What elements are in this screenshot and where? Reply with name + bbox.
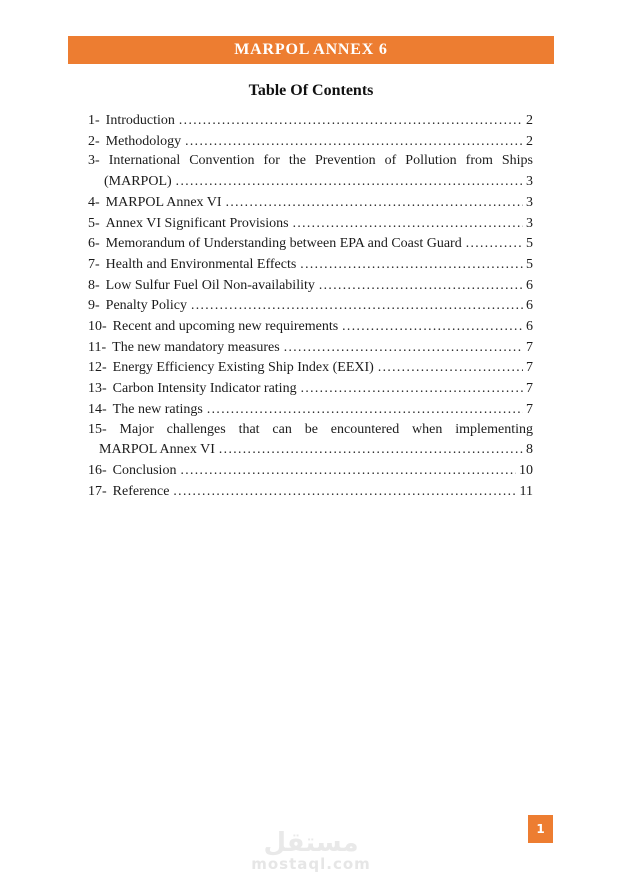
- toc-entry-page: 7: [526, 381, 533, 397]
- toc-entry: [88, 399, 533, 420]
- toc-entry-number: 14-: [88, 401, 107, 417]
- toc-entry: [88, 337, 533, 358]
- toc-entry-page: 10: [519, 462, 533, 478]
- toc-entry-label: Recent and upcoming new requirements: [112, 319, 339, 335]
- dot-leader: [176, 171, 523, 192]
- toc-entry-label: Annex VI Significant Provisions: [105, 215, 289, 231]
- toc-entry-label: Methodology: [105, 133, 182, 149]
- toc-entry-number: 6-: [88, 236, 100, 252]
- toc-entry-page: 7: [526, 401, 533, 417]
- toc-entry: [88, 481, 533, 502]
- dot-leader: [301, 378, 523, 399]
- toc-entry: [88, 151, 533, 191]
- toc-entry-number: 5-: [88, 215, 100, 231]
- toc-entry-label: Reference: [112, 483, 170, 499]
- dot-leader: [185, 131, 523, 152]
- toc-entry: [88, 295, 533, 316]
- toc-entry: [88, 378, 533, 399]
- toc-entry-page: 3: [526, 215, 533, 231]
- dot-leader: [180, 460, 516, 481]
- toc-entry-label: MARPOL Annex VI: [105, 194, 222, 210]
- toc-entry-number: 4-: [88, 194, 100, 210]
- toc-entry: [88, 420, 533, 460]
- toc-entry-number: 17-: [88, 483, 107, 499]
- toc-entry-label: Energy Efficiency Existing Ship Index (EEXI): [112, 360, 374, 376]
- dot-leader: [378, 357, 523, 378]
- toc-entry-number: 8-: [88, 277, 100, 293]
- toc-entry-label: The new mandatory measures: [112, 339, 280, 355]
- toc-entry-page: 2: [526, 133, 533, 149]
- toc-entry-page: 3: [526, 174, 533, 190]
- toc-entry-number: 10-: [88, 319, 107, 335]
- toc-entry: [88, 131, 533, 152]
- toc-entry-label: Conclusion: [112, 462, 177, 478]
- table-of-contents: [88, 110, 533, 501]
- toc-entry-label: (MARPOL): [104, 174, 172, 190]
- toc-entry: [88, 213, 533, 234]
- toc-entry-page: 6: [526, 319, 533, 335]
- toc-entry-number: 13-: [88, 381, 107, 397]
- toc-entry: [88, 192, 533, 213]
- toc-entry-label: Health and Environmental Effects: [105, 256, 297, 272]
- toc-entry: [88, 233, 533, 254]
- toc-entry-page: 11: [519, 483, 533, 499]
- toc-entry: [88, 460, 533, 481]
- dot-leader: [293, 213, 523, 234]
- toc-entry-number: 15-: [88, 421, 107, 437]
- toc-entry-page: 8: [526, 442, 533, 458]
- toc-entry-continuation: [88, 171, 533, 192]
- document-title: MARPOL ANNEX 6: [234, 41, 388, 58]
- toc-entry-label: Major challenges that can be encountered when implementing: [119, 421, 534, 437]
- toc-entry-page: 7: [526, 339, 533, 355]
- toc-entry-label: Penalty Policy: [105, 298, 187, 314]
- toc-entry-label: The new ratings: [112, 401, 203, 417]
- toc-entry-label: Carbon Intensity Indicator rating: [112, 381, 297, 397]
- toc-entry-page: 7: [526, 360, 533, 376]
- watermark: [236, 830, 386, 871]
- dot-leader: [179, 110, 523, 131]
- toc-entry-label: Memorandum of Understanding between EPA and Coast Guard: [105, 236, 462, 252]
- toc-entry-number: 3-: [88, 153, 100, 169]
- toc-entry: [88, 110, 533, 131]
- toc-entry-number: 16-: [88, 462, 107, 478]
- dot-leader: [300, 254, 523, 275]
- toc-entry-label: Low Sulfur Fuel Oil Non-availability: [105, 277, 315, 293]
- dot-leader: [226, 192, 523, 213]
- toc-entry-continuation: [88, 439, 533, 460]
- dot-leader: [191, 295, 523, 316]
- toc-entry-page: 6: [526, 277, 533, 293]
- toc-entry-number: 2-: [88, 133, 100, 149]
- toc-entry: [88, 254, 533, 275]
- toc-entry-number: 9-: [88, 298, 100, 314]
- toc-entry-number: 7-: [88, 256, 100, 272]
- toc-entry-page: 2: [526, 113, 533, 128]
- toc-entry-label: International Convention for the Prevention of Pollution from Ships: [108, 153, 533, 169]
- toc-entry-number: 12-: [88, 360, 107, 376]
- watermark-domain-text: mostaql.com: [251, 855, 371, 873]
- toc-entry-justified-line: [88, 151, 533, 171]
- toc-entry-number: 1-: [88, 113, 100, 128]
- dot-leader: [219, 439, 523, 460]
- dot-leader: [284, 337, 523, 358]
- dot-leader: [319, 275, 523, 296]
- dot-leader: [173, 481, 516, 502]
- toc-entry-label: Introduction: [105, 113, 175, 128]
- toc-entry-justified-line: [88, 420, 533, 440]
- toc-entry: [88, 316, 533, 337]
- page-number-badge: 1: [528, 815, 553, 843]
- dot-leader: [466, 233, 523, 254]
- toc-entry-number: 11-: [88, 339, 107, 355]
- dot-leader: [207, 399, 523, 420]
- watermark-arabic-logo: مستقل: [263, 828, 359, 858]
- toc-entry-page: 5: [526, 256, 533, 272]
- toc-entry-page: 3: [526, 194, 533, 210]
- toc-entry-page: 5: [526, 236, 533, 252]
- toc-entry: [88, 275, 533, 296]
- toc-entry: [88, 357, 533, 378]
- toc-entry-page: 6: [526, 298, 533, 314]
- dot-leader: [342, 316, 523, 337]
- document-header-banner: [68, 36, 554, 64]
- toc-entry-label: MARPOL Annex VI: [99, 442, 215, 458]
- toc-title: Table Of Contents: [248, 82, 374, 99]
